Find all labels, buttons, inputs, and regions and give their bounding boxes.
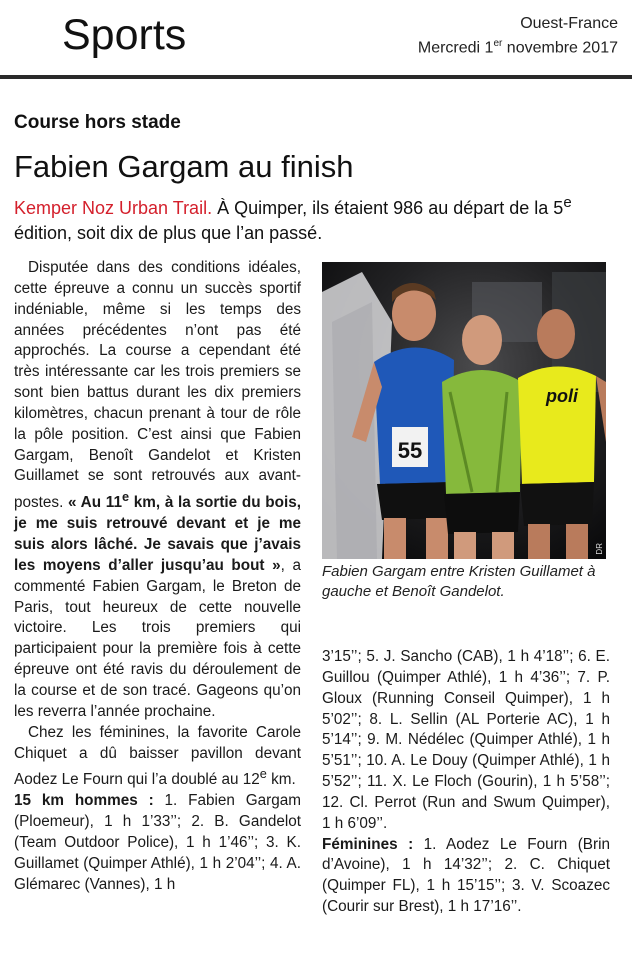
results-men-continued: 3’15’’; 5. J. Sancho (CAB), 1 h 4’18’’; 6. E. Guillou (Quimper Athlé), 1 h 4’36’’; 7. P. Gloux (Running Conseil Quimper), 1 h 5’02’’; 8. L. Sellin (AL Porterie AC), 1 h 5’14’’; 9. M. Nédélec (Quimper Athlé), 1 h 5’51’’; 10. A. Le Douy (Quimper Athlé), 1 h 5’52’’; 11. X. Le Floch (Gourin), 1 h 5’58’’; 12. Cl. Perrot (Run and Swum Quimper), 1 h 6’09’’. bbox=[322, 648, 610, 832]
results-women-label: Féminines : bbox=[322, 835, 414, 853]
article-standfirst: Kemper Noz Urban Trail. À Quimper, ils étaient 986 au départ de la 5e édition, soit dix de plus que l’an passé. bbox=[14, 194, 572, 243]
header-rule bbox=[0, 75, 632, 79]
article-body-right bbox=[322, 647, 610, 918]
article-body-left bbox=[14, 258, 301, 896]
results-men: 15 km hommes : 1. Fabien Gargam (Ploemeur), 1 h 1’33’’; 2. B. Gandelot (Team Outdoor Police), 1 h 1’46’’; 3. K. Guillamet (Quimper Athlé), 1 h 2’04’’; 4. A. Glémarec (Vannes), 1 h bbox=[14, 792, 301, 893]
event-name: Kemper Noz Urban Trail. bbox=[14, 198, 213, 218]
publication-date: Mercredi 1er novembre 2017 bbox=[417, 38, 618, 57]
section-title: Sports bbox=[62, 11, 187, 59]
publication-info bbox=[418, 14, 618, 58]
body-paragraph: Chez les féminines, la favorite Carole Chiquet a dû baisser pavillon devant Aodez Le Fourn qui l’a doublé au 12e km. bbox=[14, 723, 301, 789]
photo-caption: Fabien Gargam entre Kristen Guillamet à gauche et Benoît Gandelot. bbox=[322, 563, 596, 600]
runners-photo-illustration bbox=[322, 262, 606, 559]
bib-number: 55 bbox=[397, 438, 423, 463]
jersey-text: poli bbox=[546, 386, 578, 406]
results-women: Féminines : 1. Aodez Le Fourn (Brin d’Avoine), 1 h 14’32’’; 2. C. Chiquet (Quimper FL), 1 h 15’15’’; 3. V. Scoazec (Courir sur Brest), 1 h 17’16’’. bbox=[322, 835, 611, 916]
body-paragraph: Disputée dans des conditions idéales, cette épreuve a connu un succès sportif indéniable, même si les temps des années précédentes n’ont pas été approchés. La course a cependant été très intéressante car les trois premiers se sont bien battus durant les dix premiers kilomètres, chacun prenant à tour de rôle la pôle position. C’est ainsi que Fabien Gargam, Benoît Gandelot et Kristen Guillamet se sont retrouvés aux avant-postes. « Au 11e km, à la sortie du bois, je me suis retrouvé devant et je me suis alors lâché. Je savais que j’avais les moyens d’aller jusqu’au bout », a commenté Fabien Gargam, le Breton de Paris, tout heureux de cette nouvelle victoire. Les trois premiers qui participaient pour la première fois à cette épreuve ont été ravis du déroulement de la course et de son tracé. Gageons qu’on les reverra l’année prochaine. bbox=[14, 259, 301, 720]
article-headline: Fabien Gargam au finish bbox=[14, 149, 354, 184]
article-kicker: Course hors stade bbox=[14, 112, 181, 133]
photo-credit: DR bbox=[595, 543, 604, 555]
article-photo bbox=[322, 262, 606, 559]
results-men-label: 15 km hommes : bbox=[14, 792, 154, 810]
athlete-quote: « Au 11e km, à la sortie du bois, je me suis retrouvé devant et je me suis alors lâché. Je savais que j’avais les moyens d’aller jusqu’au bout » bbox=[14, 489, 301, 574]
publication-name: Ouest-France bbox=[520, 15, 618, 32]
